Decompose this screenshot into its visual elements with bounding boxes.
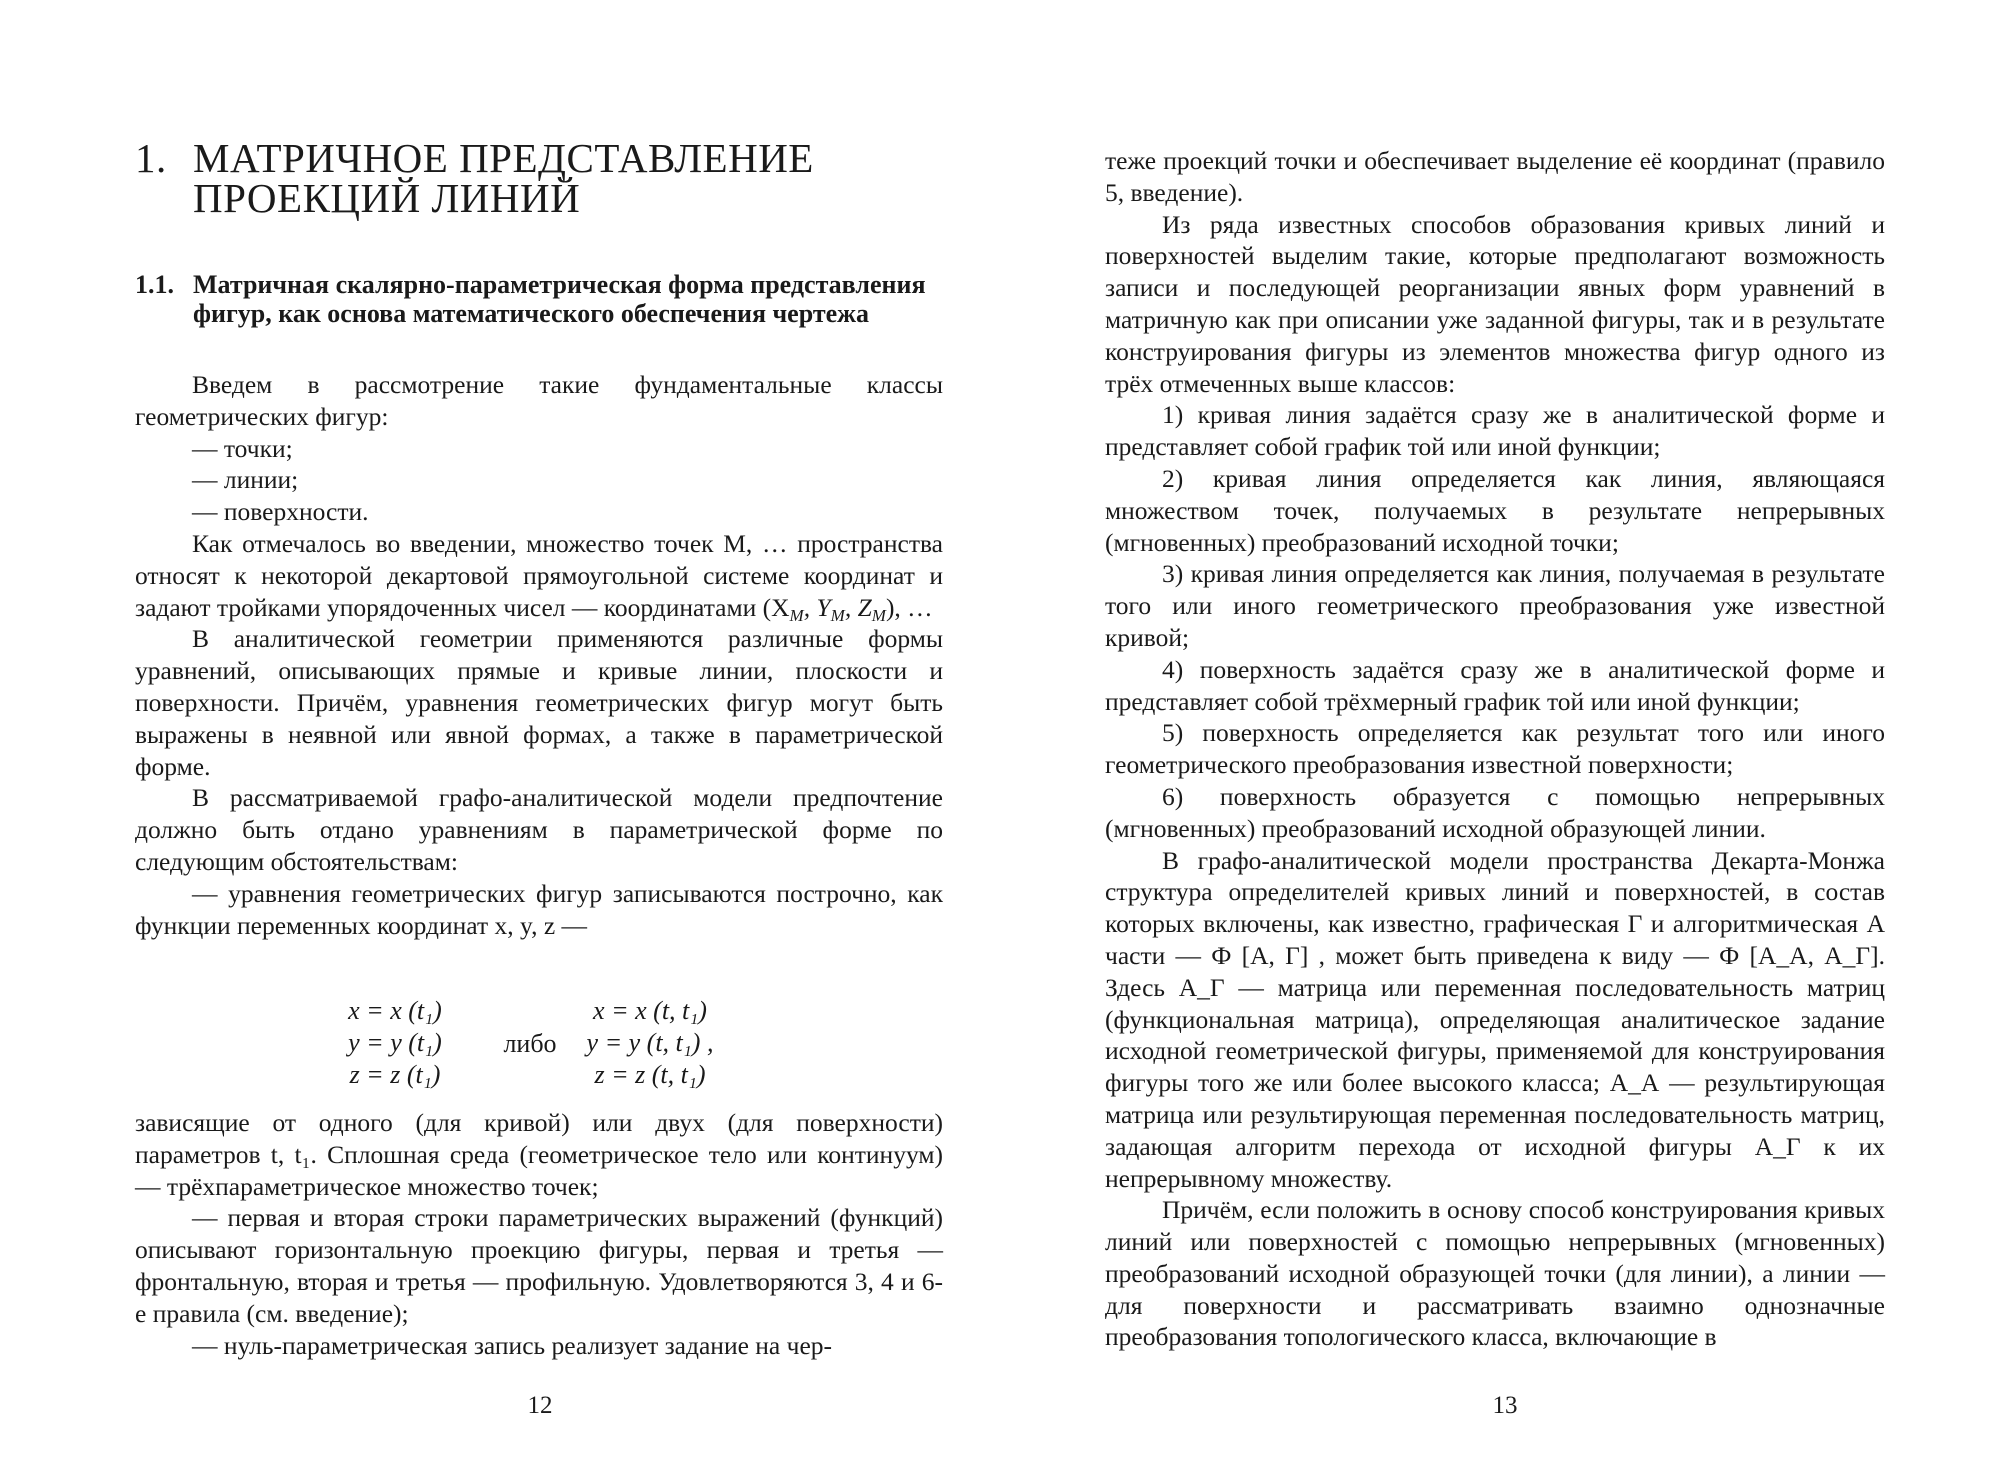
paragraph: Причём, если положить в основу способ конструирования кривых линий или поверхностей с помощью непрерывных (мгновенных) преобразований исходной образующей точки (для линии), а линии — для поверхности и рассматривать взаимно однозначные преобразования топологического класса, включающие в	[1105, 1195, 1885, 1352]
paragraph: Из ряда известных способов образования кривых линий и поверхностей выделим такие, которые предполагают возможность записи и последующей реорганизации явных форм уравнений в матричную как при описании уже заданной фигуры, так и в результате конструирования фигуры из элементов множества фигур одного из трёх отмеченных выше классов:	[1105, 209, 1885, 398]
paragraph: — уравнения геометрических фигур записываются построчно, как функции переменных координат x, y, z —	[135, 878, 943, 940]
formula-line: y = y (t, t₁) ,	[586, 1028, 714, 1057]
list-item: 5) поверхность определяется как результат того или иного геометрического преобразования известной поверхности;	[1105, 718, 1885, 780]
list-item: 3) кривая линия определяется как линия, получаемая в результате того или иного геометрического преобразования уже известной кривой;	[1105, 559, 1885, 652]
subscript: M	[871, 605, 886, 625]
text-run: , Z	[844, 592, 872, 622]
list-item: — линии;	[192, 465, 299, 495]
paragraph: зависящие от одного (для кривой) или двух (для поверхности) параметров t, t₁. Сплошная среда (геометрическое тело или континуум) — трёхпараметрическое множество точек;	[135, 1108, 943, 1201]
subscript: M	[830, 605, 845, 625]
paragraph: Введем в рассмотрение такие фундаментальные классы геометрических фигур:	[135, 370, 943, 431]
right-page	[1105, 0, 1885, 1457]
formula-line: x = x (t, t₁)	[593, 996, 707, 1025]
list-item: 1) кривая линия задаётся сразу же в аналитической форме и представляет собой график той или иной функции;	[1105, 400, 1885, 462]
paragraph: В аналитической геометрии применяются различные формы уравнений, описывающих прямые и кривые линии, плоскости и поверхности. Причём, уравнения геометрических фигур могут быть выражены в неявной или явной формах, а также в параметрической форме.	[135, 624, 943, 781]
left-page	[135, 0, 943, 1457]
text-run: Как отмечалось во введении, множество точек М, … пространства относят к некоторой декартовой прямоугольной системе координат и задают тройками упорядоченных чисел — координатами (X	[135, 528, 943, 622]
text-run: , Y	[803, 592, 831, 622]
paragraph: В рассматриваемой графо-аналитической модели предпочтение должно быть отдано уравнениям в параметрической форме по следующим обстоятельствам:	[135, 783, 943, 876]
formula-line: z = z (t, t₁)	[594, 1060, 706, 1089]
chapter-title: МАТРИЧНОЕ ПРЕДСТАВЛЕНИЕ ПРОЕКЦИЙ ЛИНИЙ	[193, 135, 814, 221]
paragraph: теже проекций точки и обеспечивает выделение её координат (правило 5, введение).	[1105, 146, 1885, 207]
list-item: — поверхности.	[192, 497, 369, 527]
list-item: 2) кривая линия определяется как линия, являющаяся множеством точек, получаемых в результате непрерывных (мгновенных) преобразований исходной точки;	[1105, 463, 1885, 557]
text-run: ), …	[885, 592, 933, 622]
list-item: — точки;	[192, 433, 293, 463]
paragraph: В графо-аналитической модели пространства Декарта-Монжа структура определителей кривых линий и поверхностей, в состав которых включены, как известно, графическая Г и алгоритмическая А части — Ф [А, Г] , может быть приведена к виду — Ф [А_А, А_Г]. Здесь А_Г — матрица или переменная последовательность матриц (функциональная матрица), определяющая аналитическое задание исходной геометрической фигуры, применяемой для конструирования фигуры того же или более высокого класса; А_А — результирующая матрица или результирующая переменная последовательность матриц, задающая алгоритм перехода от исходной фигуры А_Г к их непрерывному множеству.	[1105, 845, 1885, 1193]
paragraph: — нуль-параметрическая запись реализует задание на чер-	[192, 1330, 833, 1360]
left-body-upper	[135, 369, 943, 941]
page-number: 12	[527, 1392, 553, 1419]
formula-line: z = z (t₁)	[349, 1060, 441, 1089]
formula-right-column	[575, 995, 725, 1091]
formula-line: y = y (t₁)	[348, 1028, 442, 1057]
formula-connector: либо	[503, 1029, 557, 1058]
paragraph: — первая и вторая строки параметрических выражений (функций) описывают горизонтальную проекцию фигуры, первая и третья — фронтальную, вторая и третья — профильную. Удовлетворяются 3, 4 и 6-е правила (см. введение);	[135, 1203, 943, 1328]
chapter-number: 1.	[135, 135, 167, 181]
parametric-formula	[135, 995, 943, 1095]
subscript: M	[789, 605, 804, 625]
formula-line: x = x (t₁)	[348, 996, 442, 1025]
left-body-lower	[135, 1107, 943, 1361]
section-number: 1.1.	[135, 270, 174, 299]
list-item: 6) поверхность образуется с помощью непрерывных (мгновенных) преобразований исходной образующей линии.	[1105, 781, 1885, 843]
page-number: 13	[1492, 1392, 1518, 1419]
formula-left-column	[335, 995, 455, 1091]
section-title: Матричная скалярно-параметрическая форма представления фигур, как основа математического обеспечения чертежа	[193, 270, 926, 328]
list-item: 4) поверхность задаётся сразу же в аналитической форме и представляет собой трёхмерный график той или иной функции;	[1105, 654, 1885, 716]
paragraph	[135, 528, 943, 623]
right-body	[1105, 145, 1885, 1353]
